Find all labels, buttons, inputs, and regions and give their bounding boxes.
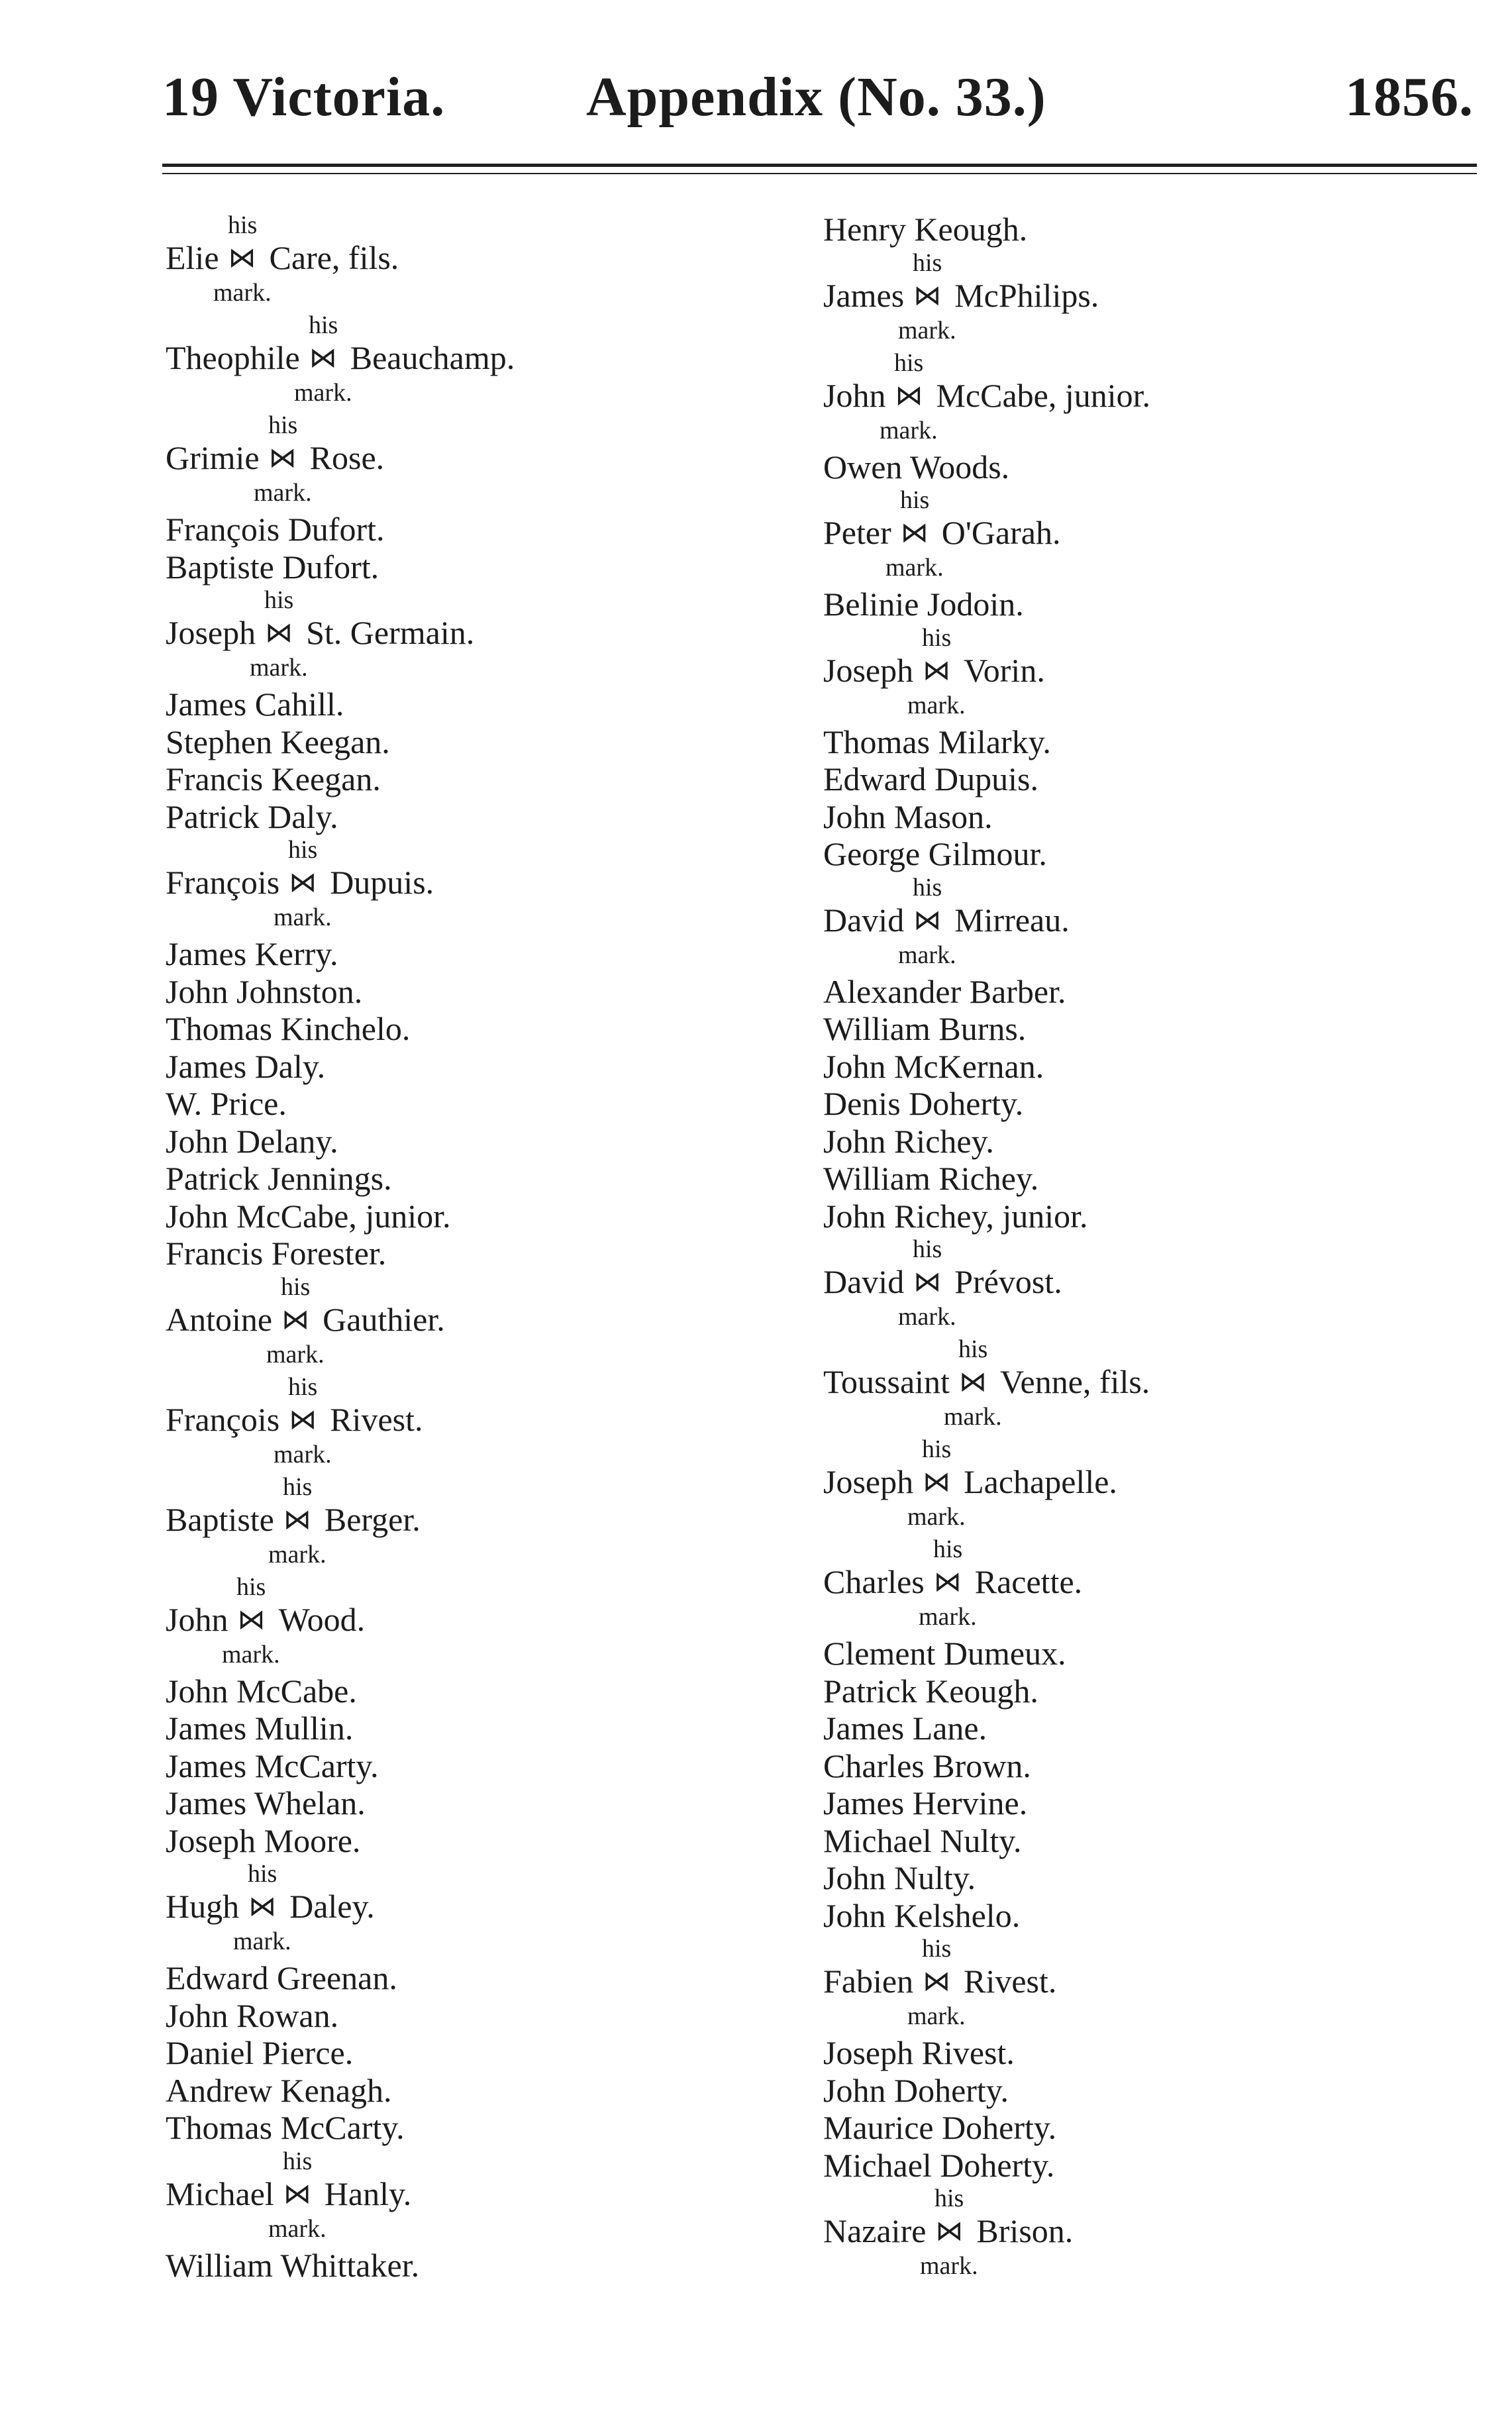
signatory-last-name: McCabe, junior. bbox=[936, 376, 1151, 414]
signatory-first-name: Baptiste bbox=[166, 1500, 274, 1538]
his-label: his bbox=[913, 248, 942, 277]
signatory-last-name: Racette. bbox=[974, 1563, 1083, 1600]
signatory-name: Thomas Kinchelo. bbox=[166, 1010, 411, 1047]
signatory-name-with-mark bbox=[166, 338, 515, 378]
signatory-name: James Mullin. bbox=[166, 1710, 354, 1747]
mark-label: mark. bbox=[880, 416, 938, 444]
mark-label: mark. bbox=[268, 2214, 327, 2243]
signatory-name: George Gilmour. bbox=[823, 835, 1047, 872]
signatory-name: John McCabe, junior. bbox=[166, 1197, 451, 1235]
signatory-mark-entry bbox=[166, 211, 801, 311]
his-label: his bbox=[309, 311, 338, 339]
signatory-first-name: Grimie bbox=[166, 439, 260, 476]
signature-column-left bbox=[166, 211, 801, 2284]
signatory-mark-entry bbox=[823, 348, 1459, 448]
signatory-name: Thomas McCarty. bbox=[166, 2109, 405, 2146]
signatory-name: John Nulty. bbox=[823, 1859, 976, 1896]
signatory-name-with-mark bbox=[166, 1300, 445, 1339]
signatory-first-name: Nazaire bbox=[823, 2212, 927, 2249]
mark-label: mark. bbox=[250, 654, 308, 682]
signatory-name: Patrick Keough. bbox=[823, 1672, 1038, 1710]
signatory-name: William Whittaker. bbox=[166, 2246, 420, 2284]
mark-cross-icon: ⋈ bbox=[268, 443, 297, 474]
signatory-last-name: Daley. bbox=[289, 1888, 375, 1925]
his-label: his bbox=[228, 211, 258, 239]
signatory-name: Henry Keough. bbox=[823, 211, 1028, 248]
mark-label: mark. bbox=[898, 316, 956, 344]
mark-label: mark. bbox=[294, 379, 352, 407]
signatory-name: Andrew Kenagh. bbox=[166, 2071, 392, 2109]
signatory-last-name: Brison. bbox=[976, 2212, 1074, 2249]
signatory-mark-entry bbox=[166, 1372, 801, 1472]
mark-label: mark. bbox=[907, 1503, 966, 1531]
signatory-name: John Richey. bbox=[823, 1122, 994, 1160]
signatory-last-name: Gauthier. bbox=[323, 1300, 445, 1338]
mark-label: mark. bbox=[213, 279, 272, 307]
signatory-mark-entry bbox=[166, 1859, 801, 1959]
signatory-name: Francis Forester. bbox=[166, 1235, 387, 1272]
his-label: his bbox=[913, 873, 942, 901]
mark-label: mark. bbox=[920, 2252, 978, 2280]
signatory-name: John Kelshelo. bbox=[823, 1896, 1021, 1934]
signatory-name: John Delany. bbox=[166, 1122, 338, 1160]
mark-label: mark. bbox=[254, 479, 312, 507]
signatory-name: Belinie Jodoin. bbox=[823, 586, 1024, 623]
signatory-name: Michael Nulty. bbox=[823, 1822, 1022, 1859]
signatory-name: Joseph Rivest. bbox=[823, 2034, 1015, 2071]
signatory-name-with-mark bbox=[166, 1887, 375, 1926]
his-label: his bbox=[922, 1935, 952, 1963]
signatory-name: John Johnston. bbox=[166, 972, 363, 1010]
signatory-first-name: Theophile bbox=[166, 339, 300, 376]
page-header bbox=[162, 61, 1474, 134]
signature-column-right bbox=[823, 211, 1459, 2284]
signatory-mark-entry bbox=[823, 873, 1459, 973]
signatory-name-with-mark bbox=[166, 238, 399, 278]
mark-cross-icon: ⋈ bbox=[248, 1892, 277, 1922]
signatory-first-name: Antoine bbox=[166, 1300, 273, 1338]
mark-label: mark. bbox=[268, 1540, 327, 1568]
signatory-name-with-mark bbox=[823, 1563, 1082, 1602]
signatory-mark-entry bbox=[823, 1535, 1459, 1635]
signatory-mark-entry bbox=[166, 311, 801, 411]
signatory-mark-entry bbox=[166, 411, 801, 511]
signatory-first-name: John bbox=[166, 1600, 228, 1638]
his-label: his bbox=[922, 1435, 952, 1463]
his-label: his bbox=[283, 1472, 313, 1501]
signatory-mark-entry bbox=[823, 623, 1459, 723]
signatory-name: William Burns. bbox=[823, 1010, 1027, 1047]
mark-cross-icon: ⋈ bbox=[289, 1404, 317, 1435]
signatory-name: Michael Doherty. bbox=[823, 2146, 1055, 2184]
his-label: his bbox=[900, 486, 930, 514]
signatory-first-name: David bbox=[823, 901, 905, 939]
signatory-name-with-mark bbox=[166, 863, 434, 902]
mark-cross-icon: ⋈ bbox=[913, 1267, 942, 1298]
signatory-mark-entry bbox=[823, 248, 1459, 348]
signatory-last-name: Vorin. bbox=[964, 651, 1045, 689]
signatory-first-name: James bbox=[823, 276, 905, 314]
signatory-last-name: Mirreau. bbox=[954, 901, 1070, 939]
signatory-mark-entry bbox=[823, 1435, 1459, 1535]
signatory-first-name: John bbox=[823, 376, 886, 414]
signatory-mark-entry bbox=[166, 1572, 801, 1672]
signatory-last-name: St. Germain. bbox=[306, 614, 475, 651]
mark-label: mark. bbox=[898, 941, 956, 969]
mark-cross-icon: ⋈ bbox=[281, 1304, 310, 1335]
signatory-first-name: Charles bbox=[823, 1563, 925, 1600]
signatory-name: Edward Greenan. bbox=[166, 1959, 397, 1996]
signatory-first-name: Joseph bbox=[823, 651, 914, 689]
signatory-last-name: O'Garah. bbox=[941, 514, 1061, 551]
his-label: his bbox=[248, 1860, 277, 1888]
signatory-mark-entry bbox=[166, 2147, 801, 2247]
mark-cross-icon: ⋈ bbox=[933, 1567, 962, 1598]
signatory-name: Owen Woods. bbox=[823, 448, 1010, 486]
signatory-first-name: Fabien bbox=[823, 1963, 914, 2000]
signatory-last-name: Lachapelle. bbox=[964, 1463, 1117, 1500]
header-regnal-year: 19 Victoria. bbox=[162, 66, 446, 128]
signatory-last-name: Beauchamp. bbox=[350, 339, 515, 376]
signatory-first-name: Toussaint bbox=[823, 1363, 950, 1400]
mark-cross-icon: ⋈ bbox=[283, 2179, 311, 2210]
signatory-name: Baptiste Dufort. bbox=[166, 548, 379, 586]
signatory-name: François Dufort. bbox=[166, 511, 385, 548]
his-label: his bbox=[922, 623, 952, 652]
mark-label: mark. bbox=[898, 1303, 956, 1331]
signatory-name: Charles Brown. bbox=[823, 1747, 1031, 1784]
signatory-name-with-mark bbox=[823, 513, 1061, 552]
signatory-name-with-mark bbox=[823, 376, 1150, 415]
signatory-name-with-mark bbox=[823, 1962, 1056, 2001]
mark-cross-icon: ⋈ bbox=[309, 343, 337, 374]
mark-cross-icon: ⋈ bbox=[913, 905, 942, 936]
signatory-last-name: Dupuis. bbox=[330, 864, 434, 901]
signatory-last-name: Rose. bbox=[309, 439, 385, 476]
signatory-first-name: Joseph bbox=[823, 1463, 914, 1500]
signatory-first-name: Joseph bbox=[166, 614, 256, 651]
signatory-last-name: Rivest. bbox=[964, 1963, 1057, 2000]
mark-cross-icon: ⋈ bbox=[237, 1604, 266, 1635]
signatory-name-with-mark bbox=[823, 1362, 1150, 1402]
his-label: his bbox=[894, 348, 924, 377]
signatory-name-with-mark bbox=[166, 438, 384, 478]
signatory-name: James Kerry. bbox=[166, 935, 338, 972]
signatory-name: William Richey. bbox=[823, 1160, 1039, 1197]
signatory-first-name: Elie bbox=[166, 239, 219, 276]
signatory-mark-entry bbox=[823, 2184, 1459, 2284]
signatory-first-name: François bbox=[166, 1400, 280, 1438]
mark-cross-icon: ⋈ bbox=[900, 518, 929, 548]
signatory-name: Patrick Daly. bbox=[166, 797, 338, 835]
signatory-last-name: Wood. bbox=[278, 1600, 366, 1638]
mark-label: mark. bbox=[907, 691, 966, 719]
mark-cross-icon: ⋈ bbox=[289, 868, 317, 898]
signatory-name: John Doherty. bbox=[823, 2071, 1009, 2109]
signatory-name-with-mark bbox=[166, 1400, 423, 1439]
signatory-name-with-mark bbox=[823, 1262, 1062, 1302]
signatory-name-with-mark bbox=[823, 2212, 1073, 2251]
signatory-last-name: Hanly. bbox=[324, 2175, 412, 2212]
signatory-last-name: McPhilips. bbox=[954, 276, 1099, 314]
header-rule-thin bbox=[162, 173, 1477, 174]
header-appendix-title: Appendix (No. 33.) bbox=[586, 66, 1046, 128]
signatory-last-name: Rivest. bbox=[330, 1400, 423, 1438]
signatory-name-with-mark bbox=[166, 613, 474, 652]
header-year: 1856. bbox=[1345, 66, 1474, 128]
mark-label: mark. bbox=[274, 903, 332, 931]
his-label: his bbox=[288, 836, 318, 864]
mark-cross-icon: ⋈ bbox=[923, 1467, 951, 1498]
signatory-name-with-mark bbox=[166, 1600, 365, 1639]
his-label: his bbox=[958, 1335, 988, 1363]
signatory-name: James McCarty. bbox=[166, 1747, 379, 1784]
signatory-name-with-mark bbox=[823, 276, 1099, 315]
signatory-name: Thomas Milarky. bbox=[823, 723, 1051, 760]
signatory-last-name: Prévost. bbox=[954, 1263, 1062, 1300]
signatory-last-name: Berger. bbox=[324, 1500, 421, 1538]
his-label: his bbox=[268, 411, 298, 439]
signatory-name-with-mark bbox=[823, 651, 1045, 690]
signatory-name: John Richey, junior. bbox=[823, 1197, 1088, 1235]
mark-cross-icon: ⋈ bbox=[895, 380, 923, 411]
signatory-name-with-mark bbox=[823, 1463, 1117, 1502]
mark-cross-icon: ⋈ bbox=[958, 1367, 987, 1398]
signatory-first-name: Hugh bbox=[166, 1888, 240, 1925]
mark-label: mark. bbox=[222, 1640, 280, 1669]
signatory-name: W. Price. bbox=[166, 1085, 287, 1122]
mark-cross-icon: ⋈ bbox=[228, 243, 256, 274]
signatory-first-name: François bbox=[166, 864, 280, 901]
signatory-first-name: Peter bbox=[823, 514, 891, 551]
signatory-mark-entry bbox=[823, 486, 1459, 586]
signatory-name: Patrick Jennings. bbox=[166, 1160, 392, 1197]
his-label: his bbox=[236, 1572, 266, 1601]
signatory-name-with-mark bbox=[166, 1500, 421, 1539]
signatory-name: Stephen Keegan. bbox=[166, 723, 390, 760]
signatory-name: John Mason. bbox=[823, 797, 993, 835]
signatory-name: John Rowan. bbox=[166, 1996, 339, 2034]
signatory-name: Francis Keegan. bbox=[166, 760, 381, 797]
signatory-mark-entry bbox=[166, 835, 801, 935]
his-label: his bbox=[264, 586, 294, 614]
signatory-name: James Whelan. bbox=[166, 1784, 366, 1822]
mark-label: mark. bbox=[919, 1603, 977, 1631]
signatory-mark-entry bbox=[823, 1335, 1459, 1435]
signatory-name: James Hervine. bbox=[823, 1784, 1028, 1822]
his-label: his bbox=[281, 1272, 311, 1301]
signatory-mark-entry bbox=[166, 1272, 801, 1372]
mark-label: mark. bbox=[233, 1927, 291, 1955]
mark-cross-icon: ⋈ bbox=[913, 280, 942, 311]
his-label: his bbox=[283, 2147, 313, 2175]
signatory-name: John McCabe. bbox=[166, 1672, 357, 1710]
signatory-mark-entry bbox=[166, 1472, 801, 1572]
mark-label: mark. bbox=[274, 1440, 332, 1468]
signatory-first-name: Michael bbox=[166, 2175, 274, 2212]
mark-label: mark. bbox=[907, 2002, 966, 2030]
his-label: his bbox=[288, 1372, 318, 1401]
mark-cross-icon: ⋈ bbox=[265, 618, 293, 648]
signatory-last-name: Venne, fils. bbox=[999, 1363, 1150, 1400]
mark-cross-icon: ⋈ bbox=[923, 655, 951, 686]
signatory-mark-entry bbox=[166, 586, 801, 686]
signatory-name: Joseph Moore. bbox=[166, 1822, 361, 1859]
mark-label: mark. bbox=[885, 554, 944, 582]
mark-cross-icon: ⋈ bbox=[935, 2216, 964, 2247]
signatory-last-name: Care, fils. bbox=[269, 239, 399, 276]
signatory-name: Edward Dupuis. bbox=[823, 760, 1038, 797]
signatory-name: Maurice Doherty. bbox=[823, 2109, 1057, 2146]
signatory-mark-entry bbox=[823, 1934, 1459, 2034]
his-label: his bbox=[913, 1235, 942, 1263]
signatory-name-with-mark bbox=[166, 2175, 411, 2214]
signatory-name: James Daly. bbox=[166, 1047, 326, 1085]
header-rule-thick bbox=[162, 164, 1477, 167]
signatory-name: Daniel Pierce. bbox=[166, 2034, 354, 2071]
signatory-first-name: David bbox=[823, 1263, 905, 1300]
signatory-name: John McKernan. bbox=[823, 1047, 1044, 1085]
mark-cross-icon: ⋈ bbox=[923, 1967, 951, 1997]
mark-cross-icon: ⋈ bbox=[283, 1504, 311, 1535]
mark-label: mark. bbox=[266, 1340, 325, 1368]
his-label: his bbox=[934, 2184, 964, 2212]
signatory-mark-entry bbox=[823, 1235, 1459, 1335]
signatory-name: Alexander Barber. bbox=[823, 972, 1066, 1010]
his-label: his bbox=[933, 1535, 963, 1563]
signatory-name-with-mark bbox=[823, 901, 1070, 940]
signatory-name: Denis Doherty. bbox=[823, 1085, 1024, 1122]
mark-label: mark. bbox=[944, 1403, 1002, 1431]
signatory-name: James Lane. bbox=[823, 1710, 987, 1747]
signatory-name: James Cahill. bbox=[166, 686, 344, 723]
signatory-name: Clement Dumeux. bbox=[823, 1635, 1066, 1672]
